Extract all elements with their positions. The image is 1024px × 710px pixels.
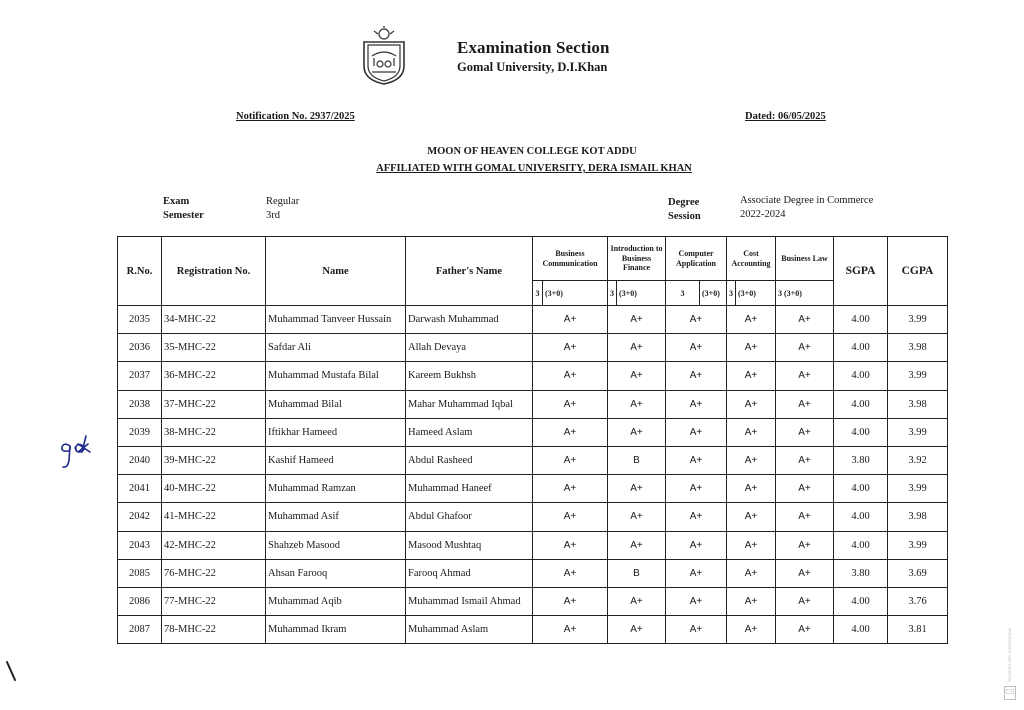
cell-name: Muhammad Ikram [266,616,406,644]
notification-number: Notification No. 2937/2025 [236,111,355,122]
cell-father-name: Darwash Muhammad [406,306,533,334]
cell-grade-business-law: A+ [776,390,834,418]
cell-sgpa: 4.00 [834,587,888,615]
cell-grade-business-communication: A+ [533,390,608,418]
cell-grade-business-law: A+ [776,587,834,615]
cell-sgpa: 3.80 [834,559,888,587]
cell-registration: 77-MHC-22 [162,587,266,615]
cell-rno: 2042 [118,503,162,531]
cell-rno: 2037 [118,362,162,390]
cell-grade-cost-accounting: A+ [727,531,776,559]
cell-grade-business-law: A+ [776,334,834,362]
result-table-body [118,306,948,644]
cell-rno: 2035 [118,306,162,334]
degree-label: Degree [668,197,700,208]
cell-registration: 76-MHC-22 [162,559,266,587]
cell-name: Muhammad Ramzan [266,475,406,503]
cell-name: Safdar Ali [266,334,406,362]
cell-grade-computer-application: A+ [666,587,727,615]
cell-grade-intro-business-finance: A+ [608,418,666,446]
table-row [118,475,948,503]
header-subject-cost-accounting: Cost Accounting [727,237,776,281]
credit-hours: 3 [666,281,700,306]
cell-grade-intro-business-finance: B [608,559,666,587]
cell-grade-business-communication: A+ [533,616,608,644]
college-affiliation: AFFILIATED WITH GOMAL UNIVERSITY, DERA ISMAIL KHAN [376,163,692,174]
cell-grade-business-communication: A+ [533,475,608,503]
cell-grade-computer-application: A+ [666,531,727,559]
cell-grade-computer-application: A+ [666,446,727,474]
header-sgpa: SGPA [834,237,888,306]
cell-cgpa: 3.76 [888,587,948,615]
cell-grade-business-law: A+ [776,446,834,474]
result-table [117,236,948,644]
cell-grade-cost-accounting: A+ [727,334,776,362]
cell-name: Shahzeb Masood [266,531,406,559]
cell-sgpa: 3.80 [834,446,888,474]
semester-label: Semester [163,210,204,221]
cell-registration: 42-MHC-22 [162,531,266,559]
cell-grade-computer-application: A+ [666,390,727,418]
cell-name: Muhammad Tanveer Hussain [266,306,406,334]
cell-grade-intro-business-finance: A+ [608,616,666,644]
credit-hours: 3 (3+0) [776,281,834,306]
cell-name: Muhammad Bilal [266,390,406,418]
credit-split: (3+0) [617,281,666,306]
header-registration: Registration No. [162,237,266,306]
cell-grade-cost-accounting: A+ [727,559,776,587]
cell-grade-intro-business-finance: A+ [608,390,666,418]
table-row [118,503,948,531]
table-row [118,559,948,587]
table-row [118,587,948,615]
cell-father-name: Muhammad Aslam [406,616,533,644]
cell-grade-cost-accounting: A+ [727,587,776,615]
cell-grade-business-law: A+ [776,616,834,644]
header-subject-business-law: Business Law [776,237,834,281]
cell-grade-cost-accounting: A+ [727,390,776,418]
credit-split: (3+0) [700,281,727,306]
cell-grade-intro-business-finance: A+ [608,587,666,615]
cell-rno: 2036 [118,334,162,362]
cell-rno: 2086 [118,587,162,615]
cell-cgpa: 3.99 [888,475,948,503]
session-label: Session [668,211,701,222]
university-crest-icon [358,26,410,86]
cell-cgpa: 3.69 [888,559,948,587]
cell-grade-business-communication: A+ [533,446,608,474]
cell-name: Ahsan Farooq [266,559,406,587]
cell-father-name: Kareem Bukhsh [406,362,533,390]
cell-father-name: Farooq Ahmad [406,559,533,587]
cell-registration: 35-MHC-22 [162,334,266,362]
notification-date: Dated: 06/05/2025 [745,111,826,122]
cell-grade-cost-accounting: A+ [727,503,776,531]
cell-grade-intro-business-finance: A+ [608,475,666,503]
cell-name: Iftikhar Hameed [266,418,406,446]
cell-grade-computer-application: A+ [666,559,727,587]
cell-grade-intro-business-finance: A+ [608,306,666,334]
cell-grade-business-law: A+ [776,531,834,559]
cell-father-name: Hameed Aslam [406,418,533,446]
cell-grade-cost-accounting: A+ [727,418,776,446]
cell-grade-cost-accounting: A+ [727,446,776,474]
cell-name: Muhammad Asif [266,503,406,531]
cell-grade-intro-business-finance: A+ [608,531,666,559]
cell-registration: 37-MHC-22 [162,390,266,418]
cell-grade-intro-business-finance: A+ [608,334,666,362]
cell-rno: 2085 [118,559,162,587]
table-header-row [118,237,948,281]
table-row [118,306,948,334]
header-subject-business-communication: Business Communication [533,237,608,281]
cell-sgpa: 4.00 [834,503,888,531]
cell-father-name: Allah Devaya [406,334,533,362]
cell-grade-computer-application: A+ [666,418,727,446]
cell-grade-business-communication: A+ [533,362,608,390]
cell-rno: 2038 [118,390,162,418]
cell-cgpa: 3.99 [888,531,948,559]
cell-grade-computer-application: A+ [666,616,727,644]
cell-name: Kashif Hameed [266,446,406,474]
cell-grade-business-communication: A+ [533,418,608,446]
cell-sgpa: 4.00 [834,362,888,390]
cell-grade-business-communication: A+ [533,531,608,559]
page-title: Examination Section [457,38,610,57]
cell-sgpa: 4.00 [834,531,888,559]
header-subject-intro-business-finance: Introduction to Business Finance [608,237,666,281]
cell-father-name: Mahar Muhammad Iqbal [406,390,533,418]
exam-label: Exam [163,196,190,207]
cell-cgpa: 3.98 [888,390,948,418]
cell-rno: 2039 [118,418,162,446]
header-rno: R.No. [118,237,162,306]
handwritten-initials-icon [56,430,98,474]
credit-hours: 3 [608,281,617,306]
cell-cgpa: 3.81 [888,616,948,644]
header-subject-computer-application: Computer Application [666,237,727,281]
cell-grade-computer-application: A+ [666,334,727,362]
cell-grade-business-law: A+ [776,362,834,390]
credit-split: (3+0) [736,281,776,306]
cell-registration: 38-MHC-22 [162,418,266,446]
table-row [118,531,948,559]
cell-grade-intro-business-finance: B [608,446,666,474]
cell-sgpa: 4.00 [834,418,888,446]
college-name: MOON OF HEAVEN COLLEGE KOT ADDU [427,146,637,157]
cell-father-name: Muhammad Haneef [406,475,533,503]
cell-grade-cost-accounting: A+ [727,362,776,390]
degree-value: Associate Degree in Commerce [740,195,874,206]
cell-rno: 2087 [118,616,162,644]
cell-registration: 39-MHC-22 [162,446,266,474]
session-value: 2022-2024 [740,209,786,220]
cell-grade-business-communication: A+ [533,306,608,334]
cell-grade-cost-accounting: A+ [727,306,776,334]
watermark-text: Scanned with CamScanner [1007,627,1012,682]
cell-registration: 78-MHC-22 [162,616,266,644]
scanner-watermark [1002,612,1016,702]
cell-grade-business-law: A+ [776,418,834,446]
cell-sgpa: 4.00 [834,306,888,334]
credit-hours: 3 [727,281,736,306]
cell-grade-computer-application: A+ [666,503,727,531]
cell-grade-intro-business-finance: A+ [608,503,666,531]
pen-mark-icon [5,660,17,684]
cell-cgpa: 3.92 [888,446,948,474]
cell-grade-business-communication: A+ [533,559,608,587]
cell-father-name: Abdul Ghafoor [406,503,533,531]
cell-registration: 41-MHC-22 [162,503,266,531]
cell-grade-computer-application: A+ [666,362,727,390]
cell-rno: 2041 [118,475,162,503]
cell-name: Muhammad Mustafa Bilal [266,362,406,390]
cell-father-name: Muhammad Ismail Ahmad [406,587,533,615]
cell-grade-business-communication: A+ [533,503,608,531]
cell-registration: 34-MHC-22 [162,306,266,334]
cell-registration: 40-MHC-22 [162,475,266,503]
cell-sgpa: 4.00 [834,390,888,418]
table-row [118,390,948,418]
exam-value: Regular [266,196,300,207]
cell-grade-intro-business-finance: A+ [608,362,666,390]
cell-grade-cost-accounting: A+ [727,475,776,503]
cell-grade-business-law: A+ [776,559,834,587]
cell-grade-business-law: A+ [776,306,834,334]
table-row [118,334,948,362]
cell-rno: 2043 [118,531,162,559]
credit-split: (3+0) [543,281,608,306]
page-subtitle: Gomal University, D.I.Khan [457,60,608,74]
table-row [118,418,948,446]
cell-grade-computer-application: A+ [666,306,727,334]
cell-cgpa: 3.99 [888,306,948,334]
cell-grade-computer-application: A+ [666,475,727,503]
table-row [118,362,948,390]
table-row [118,616,948,644]
cell-rno: 2040 [118,446,162,474]
camscanner-badge-icon: CS [1004,686,1016,700]
semester-value: 3rd [266,210,280,221]
header-father-name: Father's Name [406,237,533,306]
cell-sgpa: 4.00 [834,616,888,644]
cell-grade-business-communication: A+ [533,587,608,615]
cell-cgpa: 3.99 [888,418,948,446]
cell-sgpa: 4.00 [834,334,888,362]
header-name: Name [266,237,406,306]
credit-hours: 3 [533,281,543,306]
cell-name: Muhammad Aqib [266,587,406,615]
cell-grade-business-communication: A+ [533,334,608,362]
cell-grade-business-law: A+ [776,503,834,531]
cell-grade-business-law: A+ [776,475,834,503]
table-row [118,446,948,474]
cell-father-name: Abdul Rasheed [406,446,533,474]
cell-cgpa: 3.99 [888,362,948,390]
cell-registration: 36-MHC-22 [162,362,266,390]
cell-father-name: Masood Mushtaq [406,531,533,559]
cell-cgpa: 3.98 [888,334,948,362]
cell-grade-cost-accounting: A+ [727,616,776,644]
header-cgpa: CGPA [888,237,948,306]
cell-cgpa: 3.98 [888,503,948,531]
cell-sgpa: 4.00 [834,475,888,503]
